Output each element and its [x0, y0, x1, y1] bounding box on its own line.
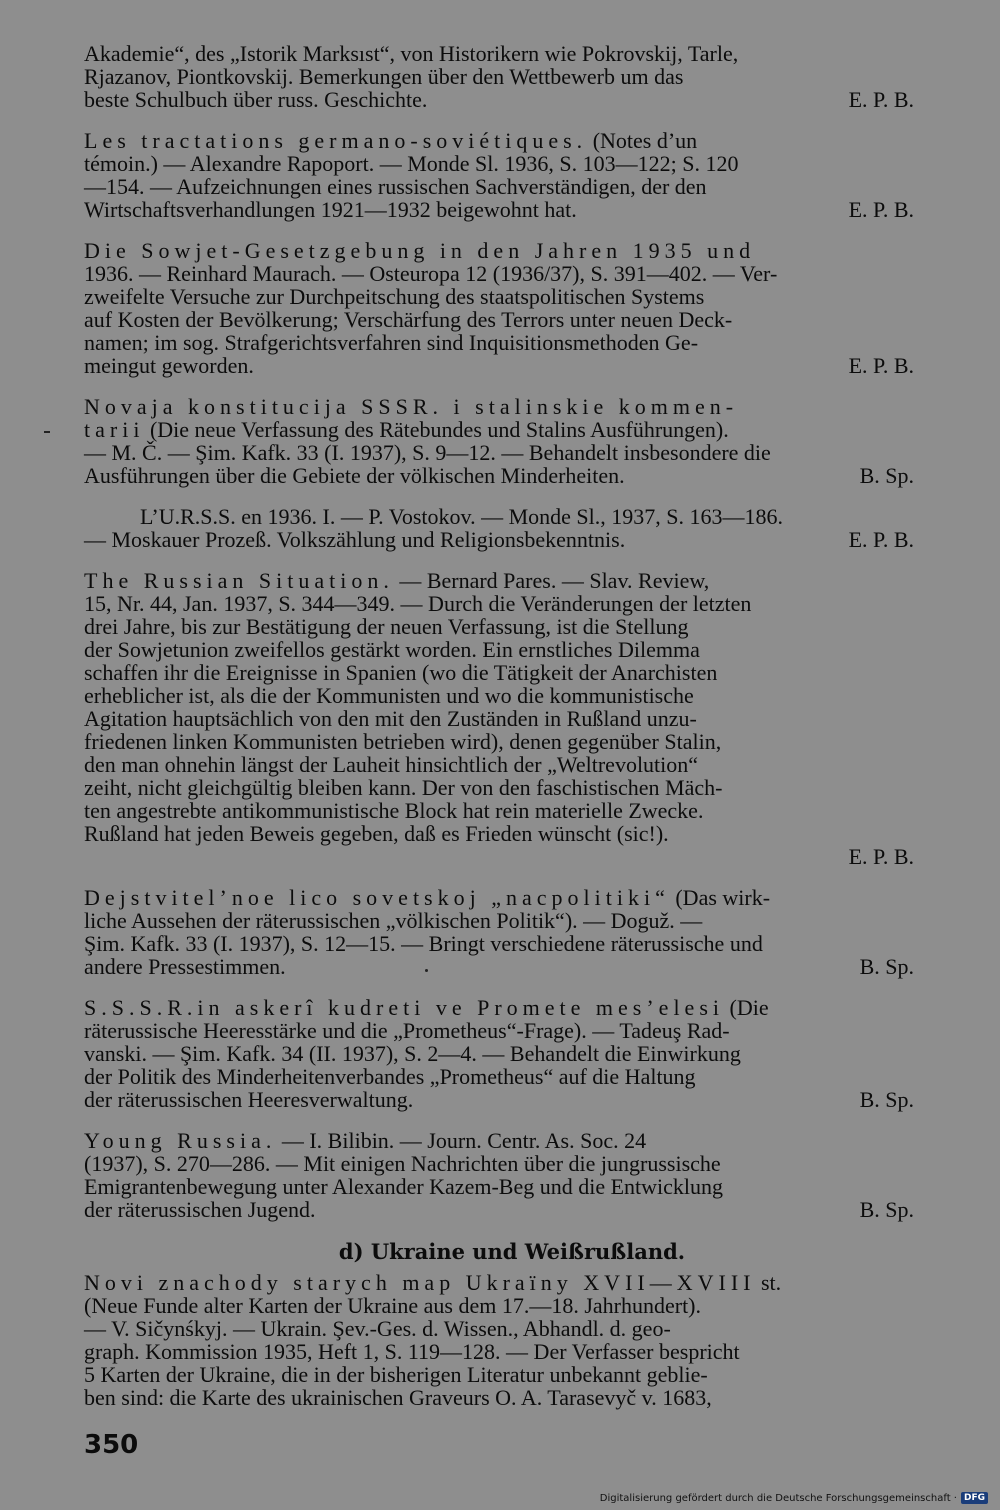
text-line	[84, 152, 940, 175]
scan-artifact-mark	[44, 431, 50, 433]
body-text: (Die neue Verfassung des Rätebundes und Stalins Ausführungen).	[144, 417, 729, 442]
line-text	[84, 707, 697, 730]
body-text: friedenen linken Kommunisten betrieben wird), denen gegenüber Stalin,	[84, 729, 722, 754]
spaced-title: Novi znachody starych map Ukraïny XVII—XVIII	[84, 1270, 756, 1295]
text-line	[84, 505, 940, 528]
body-text: —154. — Aufzeichnungen eines russischen Sachverständigen, der den	[84, 174, 707, 199]
text-line	[84, 129, 940, 152]
line-text	[84, 799, 703, 822]
line-text	[84, 1065, 696, 1088]
line-text	[84, 1042, 741, 1065]
line-text	[84, 1271, 781, 1294]
body-text: der räterussischen Heeresverwaltung.	[84, 1087, 414, 1112]
line-text	[84, 932, 763, 955]
text-line	[84, 331, 940, 354]
text-line	[84, 395, 940, 418]
line-text	[84, 1129, 646, 1152]
line-text	[84, 822, 669, 845]
text-line	[84, 175, 940, 198]
text-line	[84, 1294, 940, 1317]
text-line	[84, 955, 940, 978]
body-text: (1937), S. 270—286. — Mit einigen Nachrichten über die jungrussische	[84, 1151, 721, 1176]
text-line	[84, 1340, 940, 1363]
bibliography-entry	[84, 569, 940, 868]
body-text: — I. Bilibin. — Journ. Centr. As. Soc. 24	[276, 1128, 647, 1153]
body-text: Rjazanov, Piontkovskij. Bemerkungen über den Wettbewerb um das	[84, 64, 684, 89]
line-text	[84, 661, 717, 684]
line-text	[84, 308, 732, 331]
text-line	[84, 262, 940, 285]
text-line	[84, 932, 940, 955]
line-text	[84, 1294, 701, 1317]
line-text	[84, 592, 751, 615]
body-text: st.	[755, 1270, 782, 1295]
author-initials: B. Sp.	[859, 1087, 914, 1112]
bibliography-entry	[84, 395, 940, 487]
line-text	[84, 464, 625, 487]
line-text	[84, 262, 777, 285]
line-text	[84, 65, 683, 88]
body-text: den man ohnehin längst der Lauheit hinsichtlich der „Weltrevolution“	[84, 752, 699, 777]
line-text	[84, 569, 709, 592]
line-text	[84, 1317, 671, 1340]
footer-text: Digitalisierung gefördert durch die Deutsche Forschungsgemeinschaft ·	[599, 1492, 957, 1504]
spaced-title: Les tractations germano-soviétiques.	[84, 128, 588, 153]
text-line	[84, 528, 940, 551]
spaced-title: Young Russia.	[84, 1128, 277, 1153]
line-text	[84, 753, 698, 776]
body-text: auf Kosten der Bevölkerung; Verschärfung des Terrors unter neuen Deck-	[84, 307, 733, 332]
line-text	[84, 331, 698, 354]
body-text: der Sowjetunion zweifellos gestärkt worden. Ein ernstliches Dilemma	[84, 637, 700, 662]
bibliography-entry	[84, 996, 940, 1111]
body-text: zeiht, nicht gleichgültig bleiben kann. Der von den faschistischen Mäch-	[84, 775, 723, 800]
text-line	[84, 88, 940, 111]
text-line	[84, 1152, 940, 1175]
text-line	[84, 730, 940, 753]
text-line	[84, 1129, 940, 1152]
text-line	[84, 638, 940, 661]
bibliography-entry	[84, 886, 940, 978]
author-initials: E. P. B.	[848, 87, 914, 112]
line-text	[84, 285, 704, 308]
line-text	[84, 1019, 730, 1042]
text-line	[84, 996, 940, 1019]
text-line	[84, 1088, 940, 1111]
body-text: 1936. — Reinhard Maurach. — Osteuropa 12 (1936/37), S. 391—402. — Ver-	[84, 261, 778, 286]
body-text: der räterussischen Jugend.	[84, 1197, 316, 1222]
body-text: — V. Sičynśkyj. — Ukrain. Şev.-Ges. d. Wissen., Abhandl. d. geo-	[84, 1316, 671, 1341]
text-line	[84, 707, 940, 730]
line-text	[84, 1198, 316, 1221]
text-column	[84, 42, 940, 1427]
body-text: liche Aussehen der räterussischen „völkischen Politik“). — Doguž. —	[84, 908, 703, 933]
bibliography-entry	[84, 1271, 940, 1409]
body-text: Agitation hauptsächlich von den mit den Zuständen in Rußland unzu-	[84, 706, 697, 731]
line-text	[84, 1152, 721, 1175]
dfg-logo: DFG	[961, 1492, 988, 1504]
author-initials: E. P. B.	[848, 527, 914, 552]
text-line	[84, 464, 940, 487]
body-text: — Bernard Pares. — Slav. Review,	[393, 568, 710, 593]
spaced-title: Die Sowjet-Gesetzgebung in den Jahren 1935 und	[84, 238, 756, 263]
text-line	[84, 592, 940, 615]
body-text: schaffen ihr die Ereignisse in Spanien (wo die Tätigkeit der Anarchisten	[84, 660, 718, 685]
body-text: namen; im sog. Strafgerichtsverfahren sind Inquisitionsmethoden Ge-	[84, 330, 699, 355]
text-line	[84, 1042, 940, 1065]
body-text: (Die	[724, 995, 769, 1020]
body-text: — M. Č. — Şim. Kafk. 33 (I. 1937), S. 9—12. — Behandelt insbesondere die	[84, 440, 771, 465]
line-text	[84, 505, 783, 528]
line-text	[84, 776, 722, 799]
line-text	[84, 198, 577, 221]
text-line	[84, 308, 940, 331]
bibliography-entry	[84, 505, 940, 551]
body-text: vanski. — Şim. Kafk. 34 (II. 1937), S. 2—4. — Behandelt die Einwirkung	[84, 1041, 741, 1066]
line-text	[84, 395, 738, 418]
body-text: 5 Karten der Ukraine, die in der bisherigen Literatur unbekannt geblie-	[84, 1362, 708, 1387]
body-text: graph. Kommission 1935, Heft 1, S. 119—128. — Der Verfasser bespricht	[84, 1339, 740, 1364]
line-text	[84, 1175, 723, 1198]
body-text: ten angestrebte antikommunistische Block hat rein materielle Zwecke.	[84, 798, 704, 823]
page-number: 350	[84, 1430, 139, 1460]
body-text: Wirtschaftsverhandlungen 1921—1932 beigewohnt hat.	[84, 197, 577, 222]
body-text: Ausführungen über die Gebiete der völkischen Minderheiten.	[84, 463, 625, 488]
text-line	[84, 661, 940, 684]
author-initials: E. P. B.	[848, 844, 914, 869]
line-text	[84, 175, 707, 198]
line-text	[84, 42, 738, 65]
line-text	[84, 909, 702, 932]
author-initials: B. Sp.	[859, 954, 914, 979]
line-text	[84, 88, 427, 111]
body-text: Emigrantenbewegung unter Alexander Kazem-Beg und die Entwicklung	[84, 1174, 724, 1199]
line-text	[84, 239, 755, 262]
text-line	[84, 239, 940, 262]
text-line	[84, 615, 940, 638]
body-text: erheblicher ist, als die der Kommunisten und wo die kommunistische	[84, 683, 694, 708]
body-text: (Das wirk-	[669, 885, 771, 910]
line-text	[84, 1386, 712, 1409]
line-text	[84, 996, 769, 1019]
body-text: L’U.R.S.S. en 1936. I. — P. Vostokov. — Monde Sl., 1937, S. 163—186.	[140, 504, 783, 529]
text-line	[84, 753, 940, 776]
line-text	[84, 955, 286, 978]
line-text	[84, 152, 738, 175]
text-line	[84, 1386, 940, 1409]
spaced-title: Dejstvitel’noe lico sovetskoj „nacpolitiki“	[84, 885, 670, 910]
bibliography-entry	[84, 1129, 940, 1221]
body-text: (Notes d’un	[587, 128, 698, 153]
body-text: andere Pressestimmen.	[84, 954, 286, 979]
text-line	[84, 776, 940, 799]
body-text: zweifelte Versuche zur Durchpeitschung des staatspolitischen Systems	[84, 284, 705, 309]
line-text	[84, 638, 700, 661]
body-text: ben sind: die Karte des ukrainischen Graveurs O. A. Tarasevyč v. 1683,	[84, 1385, 712, 1410]
text-line	[84, 845, 940, 868]
text-line	[84, 822, 940, 845]
text-line	[84, 1175, 940, 1198]
line-text	[84, 615, 688, 638]
text-line	[84, 42, 940, 65]
text-line	[84, 418, 940, 441]
line-text	[84, 1363, 708, 1386]
text-line	[84, 1065, 940, 1088]
text-line	[84, 354, 940, 377]
line-text	[84, 418, 729, 441]
body-text: beste Schulbuch über russ. Geschichte.	[84, 87, 428, 112]
body-text: (Neue Funde alter Karten der Ukraine aus dem 17.—18. Jahrhundert).	[84, 1293, 702, 1318]
text-line	[84, 285, 940, 308]
text-line	[84, 909, 940, 932]
line-text	[84, 441, 771, 464]
author-initials: B. Sp.	[859, 463, 914, 488]
body-text: meingut geworden.	[84, 353, 254, 378]
line-text	[84, 1088, 413, 1111]
footer	[600, 1492, 988, 1504]
body-text: drei Jahre, bis zur Bestätigung der neuen Verfassung, ist die Stellung	[84, 614, 689, 639]
author-initials: B. Sp.	[859, 1197, 914, 1222]
text-line	[84, 684, 940, 707]
line-text	[84, 129, 697, 152]
body-text: — Moskauer Prozeß. Volkszählung und Religionsbekenntnis.	[84, 527, 626, 552]
text-line	[84, 1019, 940, 1042]
bibliography-entry	[84, 239, 940, 377]
body-text: räterussische Heeresstärke und die „Prometheus“-Frage). — Tadeuş Rad-	[84, 1018, 730, 1043]
spaced-title: Novaja konstitucija SSSR. i stalinskie kommen-	[84, 394, 739, 419]
section-heading: d) Ukraine und Weißrußland.	[338, 1239, 686, 1264]
body-text: Akademie“, des „Istorik Marksıst“, von Historikern wie Pokrovskij, Tarle,	[84, 41, 739, 66]
text-line	[84, 799, 940, 822]
text-line	[84, 1317, 940, 1340]
body-text: der Politik des Minderheitenverbandes „Prometheus“ auf die Haltung	[84, 1064, 696, 1089]
line-text	[84, 354, 254, 377]
spaced-title: tarii	[84, 417, 145, 442]
spaced-title: The Russian Situation.	[84, 568, 394, 593]
author-initials: E. P. B.	[848, 353, 914, 378]
text-line	[84, 1363, 940, 1386]
bibliography-entry	[84, 42, 940, 111]
spaced-title: S.S.S.R.in askerî kudreti ve Promete mes’elesi	[84, 995, 724, 1020]
text-line	[84, 65, 940, 88]
line-text	[84, 528, 625, 551]
text-line	[84, 1271, 940, 1294]
line-text	[84, 730, 721, 753]
author-initials: E. P. B.	[848, 197, 914, 222]
text-line	[84, 886, 940, 909]
body-text: 15, Nr. 44, Jan. 1937, S. 344—349. — Durch die Veränderungen der letzten	[84, 591, 752, 616]
text-line	[84, 1198, 940, 1221]
body-text: témoin.) — Alexandre Rapoport. — Monde Sl. 1936, S. 103—122; S. 120	[84, 151, 739, 176]
line-text	[84, 886, 770, 909]
text-line	[84, 441, 940, 464]
line-text	[84, 684, 694, 707]
text-line	[84, 569, 940, 592]
body-text: Şim. Kafk. 33 (I. 1937), S. 12—15. — Bringt verschiedene räterussische und	[84, 931, 763, 956]
text-line	[84, 198, 940, 221]
bibliography-entry	[84, 129, 940, 221]
line-text	[84, 1340, 740, 1363]
body-text: Rußland hat jeden Beweis gegeben, daß es Frieden wünscht (sic!).	[84, 821, 669, 846]
